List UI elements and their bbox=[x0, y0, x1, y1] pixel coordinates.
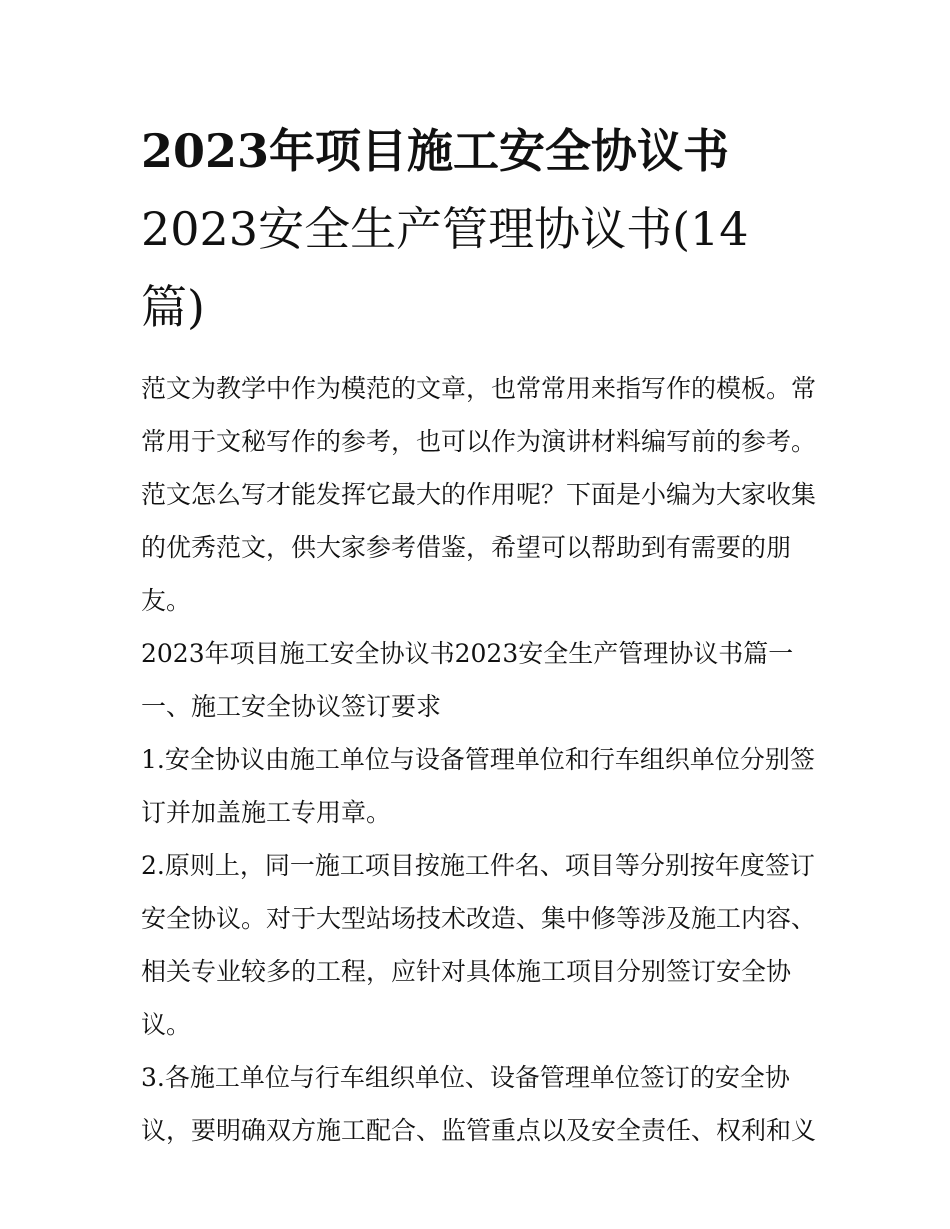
title-line-3 bbox=[141, 268, 813, 346]
text-line: 常用于文秘写作的参考，也可以作为演讲材料编写前的参考。 bbox=[141, 427, 817, 456]
text-line: 相关专业较多的工程，应针对具体施工项目分别签订安全协 bbox=[141, 957, 792, 986]
title-line-1 bbox=[141, 112, 813, 190]
text-line: 范文为教学中作为模范的文章，也常常用来指写作的模板。常 bbox=[141, 374, 817, 403]
text-line: 安全协议。对于大型站场技术改造、集中修等涉及施工内容、 bbox=[141, 904, 817, 933]
title-line-2-text: 2023安全生产管理协议书(14 bbox=[141, 202, 749, 256]
title-line-1-text: 2023年项目施工安全协议书 bbox=[141, 124, 730, 178]
text-line: 一、施工安全协议签订要求 bbox=[141, 692, 442, 721]
text-line: 1.安全协议由施工单位与设备管理单位和行车组织单位分别签 bbox=[141, 745, 815, 774]
list-item-3 bbox=[141, 1051, 817, 1157]
text-line: 订并加盖施工专用章。 bbox=[141, 798, 392, 827]
title-line-2 bbox=[141, 190, 813, 268]
text-line: 2023年项目施工安全协议书2023安全生产管理协议书篇一 bbox=[141, 639, 794, 668]
list-item-1 bbox=[141, 733, 813, 839]
text-line: 的优秀范文，供大家参考借鉴，希望可以帮助到有需要的朋 bbox=[141, 533, 792, 562]
list-item-2 bbox=[141, 839, 817, 1051]
title-line-3-text: 篇) bbox=[141, 280, 205, 334]
section-heading bbox=[141, 627, 813, 680]
subsection-heading bbox=[141, 680, 813, 733]
text-line: 3.各施工单位与行车组织单位、设备管理单位签订的安全协 bbox=[141, 1063, 790, 1092]
document-body bbox=[141, 362, 817, 1157]
text-line: 范文怎么写才能发挥它最大的作用呢？下面是小编为大家收集 bbox=[141, 480, 817, 509]
text-line: 2.原则上，同一施工项目按施工件名、项目等分别按年度签订 bbox=[141, 851, 815, 880]
text-line: 议，要明确双方施工配合、监管重点以及安全责任、权利和义 bbox=[141, 1116, 817, 1145]
document-title bbox=[141, 112, 813, 346]
intro-paragraph bbox=[141, 362, 817, 627]
text-line: 友。 bbox=[141, 586, 192, 615]
document-page bbox=[141, 112, 817, 1157]
text-line: 议。 bbox=[141, 1010, 192, 1039]
